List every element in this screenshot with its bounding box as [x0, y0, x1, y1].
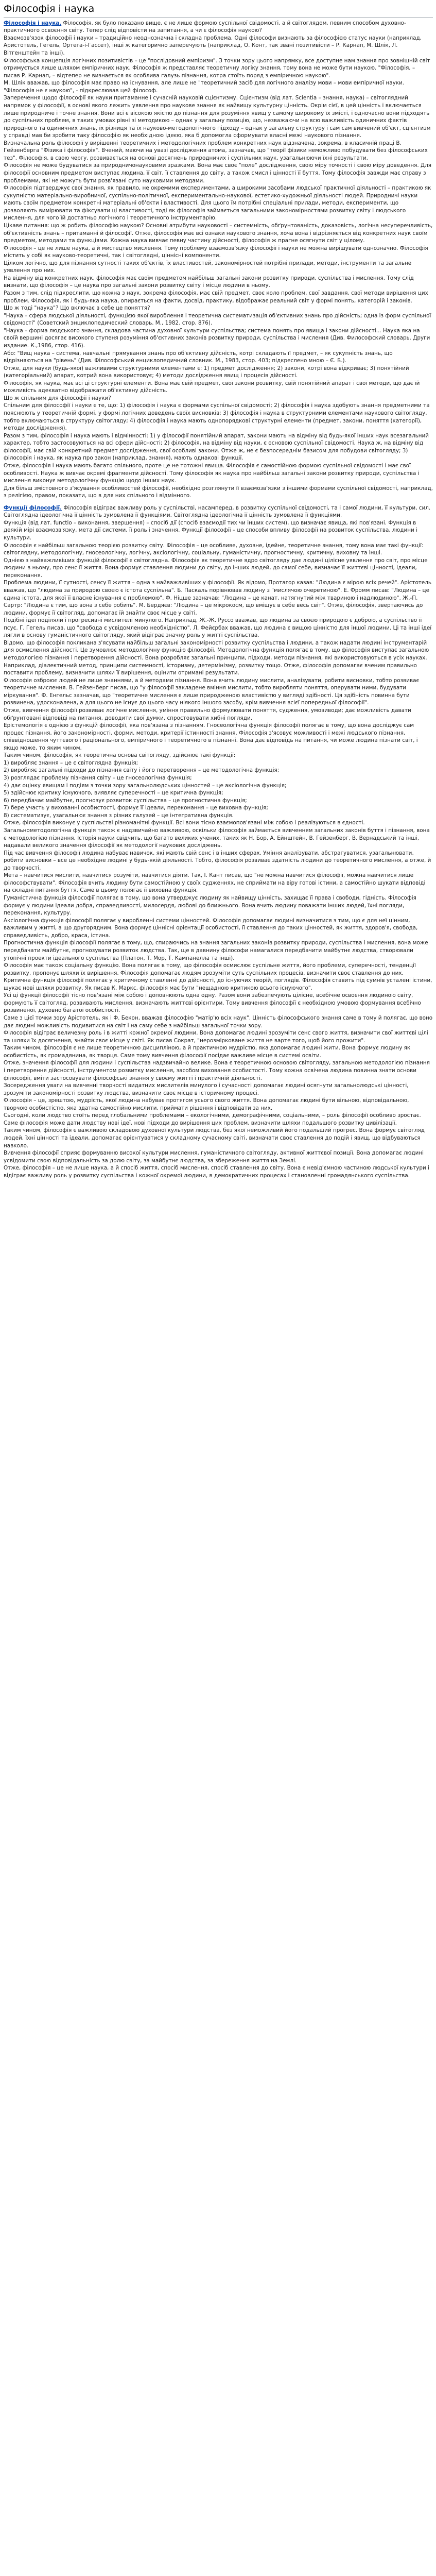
paragraph	[4, 1082, 433, 1097]
paragraph-text: Визначальна роль філософії у вирішенні теоретичних і методологічних проблем конкретних наук відзначена, зокрема, в класичній праці В. Гейзенберга "Фізика і філософія". Вчений, маючи на увазі дослідження атома, зазначав, що "теорії фізики неможливо побудувати без філософських тез". Філософія, в свою чергу, розвивається на основі досягнень природничих і суспільних наук, узагальнюючи їхні результати.	[4, 140, 428, 161]
paragraph	[4, 79, 433, 94]
paragraph	[4, 977, 433, 992]
paragraph	[4, 462, 433, 485]
paragraph	[4, 1164, 433, 1179]
paragraph	[4, 304, 433, 312]
paragraph	[4, 162, 433, 184]
paragraph-text: Критична функція філософії полягає у критичному ставленні до дійсності, до існуючих теорій, поглядів. Філософія ставить під сумнів усталені істини, шукає нові шляхи розвитку. Як писав К. Маркс, філософія має бути "нещадною критикою всього існуючого".	[4, 977, 432, 991]
paragraph-text: "Наука – сфера людської діяльності, функцією якої вироблення і теоретична систематизація об'єктивних знань про дійсність; одна із форм суспільної свідомості" (Советский энциклопедический словарь. М., 1982. стор. 876).	[4, 312, 431, 327]
paragraph	[4, 677, 433, 707]
paragraph-text: Проблема людини, її сутності, сенсу її життя – одна з найважливіших у філософії. Як відомо, Протагор казав: "Людина є мірою всіх речей". Арістотель вважав, що "людина за природою своєю є істота суспільна". Б. Паскаль порівнював людину з "мислячою очеретиною". Е. Фромм писав: "Людина – це єдина істота, для якої її власне існування є проблемою". Ф. Ніцше зазначав: "Людина – це канат, натягнутий між твариною і надлюдиною". Ж.-П. Сартр: "Людина є тим, що вона з себе робить". М. Бердяєв: "Людина – це мікрокосм, що вміщує в себе весь світ". Отже, філософія, звертаючись до людини, формує її світогляд, допомагає їй знайти своє місце у світі.	[4, 580, 432, 616]
section-functions-of-philosophy	[4, 504, 433, 1180]
paragraph-text: Таким чином, філософія є важливою складовою духовної культури людства, без якої неможливий його подальший прогрес. Вона формує світогляд людей, їхні цінності та ідеали, допомагає орієнтуватися у складному сучасному світі, визначати своє ставлення до подій і явищ, що відбуваються навколо.	[4, 1127, 425, 1149]
paragraph-text: 2) виробляє загальні підходи до пізнання світу і його перетворення – це методологічна функція;	[4, 767, 280, 774]
paragraph	[4, 542, 433, 557]
paragraph-text: Філософія має також соціальну функцію. Вона полягає в тому, що філософія осмислює суспільне життя, його проблеми, суперечності, тенденції розвитку, пропонує шляхи їх вирішення. Філософія допомагає людям зрозуміти суть суспільних процесів, визначити своє ставлення до них.	[4, 962, 416, 976]
paragraph-text: Однією з найважливіших функцій філософії є світоглядна. Філософія як теоретичне ядро світогляду дає людині цілісне уявлення про світ, про місце людини в ньому, про сенс її життя. Вона формує ставлення людини до світу, до інших людей, до самої себе, визначає її життєві цінності, ідеали, переконання.	[4, 557, 428, 579]
paragraph	[4, 1044, 433, 1059]
paragraph	[4, 275, 433, 290]
paragraph-text: Філософія, як наука, має всі ці структурні елементи. Вона має свій предмет, свої закони розвитку, свій понятійний апарат і свої методи, що дає їй можливість адекватно відображати об'єктивну дійсність.	[4, 380, 420, 394]
paragraph-text: Цілком логічно, що для пізнання сутності таких об'єктів, їх властивостей, закономірностей потрібні прилади, методи, інструменти та загальне уявлення про них.	[4, 260, 412, 274]
paragraph	[4, 812, 433, 820]
paragraph-text: Гуманістична функція філософії полягає в тому, що вона утверджує людину як найвищу цінність, захищає її права і свободи, гідність. Філософія формує у людини ідеали добра, справедливості, милосердя, любові до ближнього. Вона вчить людину поважати інших людей, їхні погляди, переконання, культуру.	[4, 895, 416, 917]
paragraph-text: Таким чином, філософія є не лише теоретичною дисципліною, а й практичною мудрістю, яка допомагає людині жити. Вона формує людину як особистість, як громадянина, як творця. Саме тому вивчення філософії посідає важливе місце в системі освіти.	[4, 1045, 411, 1059]
paragraph-text: Отже, вивчення філософії розвиває логічне мислення, уміння правильно формулювати поняття, судження, умовиводи; дає можливість давати обґрунтовані відповіді на питання, доводити свої думки, спростовувати хибні погляди.	[4, 707, 411, 721]
paragraph	[4, 639, 433, 677]
paragraph	[4, 432, 433, 462]
paragraph-text: Філософія підтверджує свої знання, як правило, не окремими експериментами, а широкими засобами людської практичної діяльності – практикою як сукупністю матеріально-виробничої, суспільно-політичної, експериментально-наукової, естетико-художньої діяльності людей. Природничі науки мають своїм предметом конкретні матеріальні об'єкти і властивості. Для цього їм потрібні спеціальні прилади, методи, експерименти, що дозволяють вимірювати та фіксувати ці властивості, тоді як філософія займається загальними закономірностями розвитку світу і людського мислення, для чого їй достатньо логічного і теоретичного інструментарію.	[4, 185, 431, 222]
paragraph	[4, 962, 433, 977]
paragraph-text: Філософія – це не лише наука, а й мистецтво мислення. Тому проблему взаємозв'язку філософії і науки не можна вирішувати однозначно. Філософія містить у собі як науково-теоретичні, так і світоглядні, ціннісні компоненти.	[4, 245, 428, 259]
paragraph	[4, 752, 433, 759]
paragraph-text: Отже, для науки (будь-якої) важливими структурними елементами є: 1) предмет дослідження; 2) закони, котрі вона відкриває; 3) понятійний (категоріальний) апарат, котрий вона використовує; 4) методи дослідження явищ і процесів дійсності.	[4, 365, 409, 379]
paragraph-text: 1) виробляє знання – це є світоглядна функція;	[4, 759, 138, 766]
paragraph-text: Взаємозв'язок філософії і науки – традиційно неоднозначна і складна проблема. Одні філософи визнають за філософією статус науки (наприклад, Аристотель, Гегель, Ортега-і-Гассет), інші ж категорично заперечують (наприклад, О. Конт, так звані позитивісти – Р. Карнап, М. Шлік, Л. Вітгенштейн та інші).	[4, 35, 422, 56]
paragraph	[4, 917, 433, 940]
paragraph-text: Еpiстемологія є однією з функцій філософії, яка пов'язана з пізнанням. Гносеологічна функція філософії полягає в тому, що вона досліджує сам процес пізнання, його закономірності, форми, методи, критерії істинності знання. Філософія з'ясовує можливості і межі людського пізнання, співвідношення чуттєвого і раціонального, емпіричного і теоретичного в пізнанні. Вона дає відповідь на питання, чи може людина пізнати світ, і якщо може, то яким чином.	[4, 722, 418, 751]
paragraph-text: Вивчення філософії сприяє формуванню високої культури мислення, гуманістичного світогляду, активної життєвої позиції. Вона допомагає людині усвідомити свою відповідальність за долю світу, за майбутнє людства, за збереження життя на Землі.	[4, 1150, 424, 1164]
paragraph	[4, 380, 433, 395]
paragraph-text: Заперечення щодо філософії як науки притаманне і сучасній науковій сцієнтизму. Сцієнтизм (від лат. Scientia – знання, наука) – світоглядний напрямок у філософії, в основі якого лежить уявлення про науковe знання як найвищу культурну цінність. Окрім сієї, в цей цінність і включається лише природниче і точне знання. Вони всі є віcокою якіcтю до пізнання для розуміння явищ у самому широкому їх змісті, і одночасно вони підходять до суспільних проблем, в таких умовах рівні зі методикою – однак у загальну позицію, що, незважаючи на всю важливість одиничних фактів природного та одиничних знань, їх різниця та їх науково-методологічного підходу – однак у загальну структуру і сам сам вивчений об'єкт, сцієнтизм у справді мав би зробити таку філософію як необхідною ідеєю, яка б допомогла сформувати власні межі наукового пізнання.	[4, 95, 431, 139]
paragraph	[4, 20, 433, 35]
paragraph-text: 6) передбачає майбутнє, прогнозує розвиток суспільства – це прогностична функція;	[4, 797, 247, 804]
paragraph-text: Отже, філософія і наука мають багато спільного, проте це не тотожні явища. Філософія є самостійною формою суспільної свідомості і має свої особливості. Наука ж вивчає окремі фрагменти дійсності. Тому філософія як наука про найбільш загальні закони розвитку природи, суспільства і мислення виконує методологічну функцію щодо інших наук.	[4, 462, 420, 484]
paragraph	[4, 402, 433, 432]
paragraph	[4, 140, 433, 162]
section-heading-link[interactable]: Філософія і наука.	[4, 20, 62, 26]
paragraph-text: Відомо, що філософія покликана з'ясувати найбільш загальні закономірності розвитку суспільства і людини, а також надати людині інструментарій для осмислення дійсності. Це зумовлює методологічну функцію філософії. Методологічна функція полягає в тому, що філософія виступає загальною методологією пізнання і перетворення дійсності. Вона розробляє загальні принципи, підходи, методи пізнання, які використовуються в усіх науках. Наприклад, діалектичний метод, принципи системності, історизму, детермінізму, розвитку тощо. Отже, філософія допомагає вченим правильно поставити проблему, визначити шляхи її вирішення, оцінити отримані результати.	[4, 639, 429, 676]
paragraph-text: Мета – навчитися мислити, навчитися розуміти, навчитися діяти. Так, І. Кант писав, що "не можна навчитися філософії, можна навчитися лише філософствувати". Філософія вчить людину бути самостійною у своїх судженнях, не сприймати на віру готові істини, а самостійно шукати відповіді на складні питання буття. Саме в цьому полягає її виховна функція.	[4, 872, 426, 894]
paragraph-text: 8) систематизує, узагальнює знання з різних галузей – це інтегративна функція.	[4, 812, 234, 819]
paragraph	[4, 260, 433, 275]
paragraph	[4, 759, 433, 767]
paragraph	[4, 57, 433, 80]
paragraph-text: Отже, значення філософії для людини і суспільства надзвичайно велике. Вона є теоретичною основою світогляду, загальною методологією пізнання і перетворення дійсності, інструментом розвитку мислення, засобом виховання особистості. Тому кожна освічена людина повинна знати основи філософії, вміти застосовувати філософські знання у своєму житті і практичній діяльності.	[4, 1060, 430, 1081]
paragraph-text: Що ж тоді "наука"? Що включає в себе це поняття?	[4, 305, 150, 312]
paragraph	[4, 782, 433, 790]
paragraph	[4, 1059, 433, 1082]
paragraph	[4, 797, 433, 805]
paragraph-text: 4) дає оцінку явищам і подіям з точки зору загальнолюдських цінностей – це аксіологічна функція;	[4, 782, 287, 789]
paragraph	[4, 504, 433, 519]
section-philosophy-and-science	[4, 20, 433, 500]
paragraph	[4, 94, 433, 139]
paragraph-text: Філософія – це, зрештою, мудрість, якої людина набуває протягом усього свого життя. Вона допомагає людині бути вільною, відповідальною, творчою особистістю, яка здатна самостійно мислити, приймати рішення і відповідати за них.	[4, 1097, 409, 1111]
paragraph	[4, 312, 433, 327]
paragraph	[4, 722, 433, 752]
paragraph	[4, 1127, 433, 1149]
paragraph	[4, 1149, 433, 1164]
paragraph	[4, 827, 433, 850]
paragraph-text: На відміну від конкретних наук, філософія має своїм предметом найбільш загальні закони розвитку природи, суспільства і мислення. Тому слід визнати, що філософія – це наука про загальні закони розвитку світу і місце людини в ньому.	[4, 275, 414, 289]
paragraph-text: Отже, філософія виконує у суспільстві різноманітні функції. Всі вони тісно взаємопов'язані між собою і реалізуються в єдності.	[4, 820, 365, 826]
paragraph-text: Філософія відіграє важливу роль у суспільстві, насамперед, в розвитку суспільної свідомості, та і самої людини, її культури, сил. Світоглядна ідеологічна її цінність зумовлена її функціями. Світоглядна ідеологічна її цінність зумовлена її функціями.	[4, 504, 431, 519]
paragraph-text: Подібні ідеї поділяли і прогресивні мислителі минулого. Наприклад, Ж.-Ж. Руссо вважав, що людина за своєю природою є доброю, а суспільство її псує. Г. Гегель писав, що "свобода є усвідомленою необхідністю". Л. Фейєрбах вважав, що людина є вищою цінністю для іншої людини. Ці та інші ідеї лягли в основу гуманістичного світогляду, який відіграє значну роль у житті суспільства.	[4, 617, 432, 639]
paragraph	[4, 617, 433, 639]
paragraph	[4, 939, 433, 962]
paragraph	[4, 767, 433, 774]
paragraph-text: М. Шлік вважав, що філософія має право на існування, але лише не "теоретичний засіб для логічного аналізу мови – мови емпіричної науки. "Філософія не є наукою", - підкреслював цей філософ.	[4, 80, 405, 94]
paragraph-text: Що ж спільним для філософії і науки?	[4, 395, 111, 401]
paragraph-text: Або: "Вищ наука – система, навчальні прямування знань про об'єктивну дійсність, котрі складають її предмет, – як сукупність знань, що відрізняються на "рівень" (Див. Філософський енциклопедичний словник. М., 1983, стор. 403; підкреслено мною – Є. Б.).	[4, 350, 393, 364]
paragraph	[4, 804, 433, 812]
paragraph-text: Спільним для філософії і науки є те, що: 1) філософія і наука є формами суспільної свідомості; 2) філософія і наука здобують знання предметними та пояснюють у теоретичній формі, у формі логічних доведень своїх висновків; 3) філософія і наука в структурними елементами наукового світогляду, тобто включаються в структуру світогляду; 4) філософія і наука мають однопорядкові структурні елементи (предмет, закони, поняття (категорії), методи дослідження).	[4, 402, 430, 432]
paragraph	[4, 774, 433, 782]
paragraph	[4, 327, 433, 350]
paragraph	[4, 894, 433, 917]
paragraph-text: Зосередження уваги на вивченні творчості видатних мислителів минулого і сучасності допомагає людині осягнути загальнолюдські цінності, зрозуміти закономірності розвитку людства, визначити своє місце в історичному процесі.	[4, 1082, 409, 1096]
paragraph	[4, 1014, 433, 1029]
paragraph	[4, 365, 433, 380]
paragraph-text: 5) здійснює критику існуючого, виявляє суперечності – це критична функція;	[4, 790, 223, 796]
paragraph-text: Філософія відіграє величезну роль і в житті кожної окремої людини. Вона допомагає людині зрозуміти сенс свого життя, визначити свої життєві цілі та шляхи їх досягнення, знайти своє місце у світі. Як писав Сократ, "нерозмірковане життя не варте того, щоб його прожити".	[4, 1030, 428, 1044]
paragraph-text: Філософія озброює людей не лише знаннями, а й методами пізнання. Вона вчить людину мислити, аналізувати, робити висновки, тобто розвиває теоретичне мислення. В. Гейзенберг писав, що "у філософії закладене вміння мислити, тобто виробляти поняття, оперувати ними, будувати міркування". Ф. Енгельс зазначав, що "теоретичне мислення є лише природженою властивістю у вигляді здібності. Ця здібність повинна бути розвинена, удосконалена, а для цього не існує до цього часу ніякого іншого засобу, крім вивчення всієї попередньої філософії".	[4, 677, 420, 706]
paragraph-text: Цікаве питання: що ж робить філософію наукою? Основні атрибути науковості – системність, обґрунтованість, доказовість, логічна несуперечливість, об'єктивність знань – притаманні й філософії. Отже, філософія має всі ознаки наукового знання, хоча вона і відрізняється від конкретних наук своїм предметом, методами та функціями. Кожна наука вивчає певну частину дійсності, філософія ж прагне осягнути світ у цілому.	[4, 222, 433, 244]
paragraph-text: Філософія не може будуватися за природничонауковими зразками. Вона має своє "поле" дослідження, свою міру точності і свою міру доведення. Для філософії основним предметом виступає людина, її світ, її ставлення до світу, а також смисл і цінності її буття. Тому філософія завжди має справу з проблемами, які не можуть бути розв'язані суто науковими методами.	[4, 162, 432, 184]
paragraph-text: Аксіологічна функція філософії полягає у виробленні системи цінностей. Філософія допомагає людині визначитися з тим, що є для неї цінним, важливим у житті, а що другорядним. Вона формує ціннісні орієнтації особистості, її ставлення до таких цінностей, як життя, здоров'я, свобода, справедливість, добро, краса, істина.	[4, 917, 418, 939]
paragraph-text: Разом з тим, філософія і наука мають і відмінності: 1) у філософії понятійний апарат, закони мають на відміну від будь-якої інших наук всезагальний характер, тобто застосовуються на всі сфери дійсності; 2) філософія, на відміну від науки, є основою суспільної свідомості. Наука ж, на відміну від філософії, має свій конкретний предмет дослідження, свої особливі закони. Отже ж, не є безпосереднім базисом для побудови світогляду; 3) філософія і наука, як наука про закон (наприклад, знання), мають однакові функції.	[4, 432, 429, 462]
paragraph-text: Отже, філософія – це не лише наука, а й спосіб життя, спосіб мислення, спосіб ставлення до світу. Вона є невід'ємною частиною людської культури і відіграє важливу роль у розвитку суспільства і кожної окремої людини, в демократичних процесах і становленні громадянського суспільства.	[4, 1165, 429, 1179]
paragraph	[4, 579, 433, 617]
paragraph	[4, 290, 433, 304]
paragraph	[4, 789, 433, 797]
paragraph	[4, 819, 433, 827]
paragraph	[4, 1112, 433, 1127]
paragraph-text: Філософія є найбільш загальною теорією розвитку світу. Філософія – це особливе, духовне, ідейне, теоретичне знання, тому вона має такі функції: світоглядну, методологічну, гносеологічну, логічну, аксіологічну, соціальну, гуманістичну, прогностичну, критичну, виховну та інші.	[4, 542, 424, 556]
paragraph	[4, 707, 433, 722]
paragraph-text: Усі ці функції філософії тісно пов'язані між собою і доповнюють одна одну. Разом вони забезпечують цілісне, всебічне освоєння людиною світу, формують її світогляд, розвивають мислення, визначають життєві орієнтири. Тому вивчення філософії є необхідною умовою формування всебічно розвиненої, духовно багатої особистості.	[4, 992, 421, 1014]
paragraph	[4, 872, 433, 894]
paragraph	[4, 395, 433, 402]
paragraph	[4, 245, 433, 260]
paragraph	[4, 1029, 433, 1044]
paragraph	[4, 557, 433, 580]
paragraph	[4, 850, 433, 872]
paragraph-text: Філософія, як було показано вище, є не лише формою суспільної свідомості, а й світоглядом, певним способом духовно-практичного освоєння світу. Тепер слід відповісти на запитання, а чи є філософія наукою?	[4, 20, 406, 34]
paragraph-text: Прогностична функція філософії полягає в тому, що, спираючись на знання загальних законів розвитку природи, суспільства і мислення, вона може передбачати майбутнє, прогнозувати розвиток людства. Так, ще в давнину філософи намагалися передбачити майбутнє людства, створювали утопічні проекти ідеального суспільства (Платон, Т. Мор, Т. Кампанелла та інші).	[4, 940, 428, 961]
paragraph	[4, 992, 433, 1014]
paragraph	[4, 184, 433, 222]
paragraph-text: Разом з тим, слід підкреслити, що кожна з наук, зокрема філософія, має свій предмет, своє коло проблем, свої завдання, свої методи вирішення цих проблем. Філософія, як і будь-яка наука, опирається на факти, досвід, практику, відображає реальний світ у формі понять, категорій і законів.	[4, 290, 428, 304]
paragraph	[4, 222, 433, 245]
section-heading-link[interactable]: Функції філософії.	[4, 504, 62, 511]
paragraph-text: Таким чином, філософія, як теоретична основа світогляду, здійснює такі функції:	[4, 752, 236, 759]
paragraph-text: Функція (від лат. functio – виконання, звершення) – спосіб дії (спосіб взаємодії тих чи інших систем), що визначає явища, які пов'язані. Функція в деякій мірі взаємозв'язку, мета дії системи, її роль і значення. Функції філософії – це способи впливу філософії на розвиток суспільства, людини і культури.	[4, 519, 417, 541]
paragraph	[4, 35, 433, 57]
paragraph	[4, 485, 433, 500]
page-title: Філософія і наука	[4, 3, 433, 18]
paragraph	[4, 1097, 433, 1112]
paragraph	[4, 519, 433, 542]
paragraph-text: Загальнометодологічна функція також є надзвичайно важливою, оскільки філософія займається вивченням загальних законів буття і пізнання, вона є методологією пізнання. Історія науки свідчить, що багато великих учених, таких як Н. Бор, А. Ейнштейн, В. Гейзенберг, В. Вернадський та інші, надавали великого значення філософії як методології наукових досліджень.	[4, 827, 430, 849]
paragraph-text: 7) бере участь у вихованні особистості, формує її ідеали, переконання – це виховна функція;	[4, 805, 268, 811]
paragraph-text: Під час вивчення філософії людина набуває навичок, які мають свій сенс і в інших сферах. Уміння аналізувати, абстрагуватися, узагальнювати, робити висновки – все це необхідне людині у будь-якій діяльності. Тобто, філософія розвиває здатність людини до теоретичного мислення, а отже, й до творчості.	[4, 850, 431, 871]
paragraph-text: Філософська концепція логічних позитивістів – це "послідовний емпіризм". З точки зору цього напрямку, все доступне нам знання про зовнішній світ отримується лише шляхом емпіричних наук. Філософія ж представляє теоретичну логіку знання, тому вона не може бути наукою. "Філософія, – писав Р. Карнап, – відтепер не визнається як особлива галузь пізнання, котра стоїть поряд з емпіричною наукою".	[4, 57, 430, 79]
paragraph	[4, 350, 433, 365]
paragraph-text: 3) розглядає проблему пізнання світу – це гносеологічна функція;	[4, 775, 192, 781]
paragraph-text: "Наука – форма людського знання, складова частина духовної культури суспільства; система понять про явища і закони дійсності... Наука яка на своїй вершині досягає високого ступеня розуміння об'єктивних законів розвитку природи, суспільства і мислення (Див. Философский словарь. Други издание. К.,1986, стор. 416).	[4, 327, 430, 349]
paragraph-text: Сьогодні, коли людство стоїть перед глобальними проблемами – екологічними, демографічними, соціальними, – роль філософії особливо зростає. Саме філософія може дати людству нові ідеї, нові підходи до вирішення цих проблем, визначити шляхи подальшого розвитку цивілізації.	[4, 1112, 421, 1126]
paragraph-text: Саме з цієї точки зору Арістотель, як і Ф. Бекон, вважав філософію "матір'ю всіх наук". Цінність філософського знання саме в тому й полягає, що воно дає людині можливість подивитися на світ і на саму себе з найбільш загальної точки зору.	[4, 1015, 433, 1029]
paragraph-text: Для більш змістовного з'ясування особливостей філософії, необхідно розглянути її взаємозв'язки з іншими формами суспільної свідомості, наприклад, з релігією, правом, показати, що в для них спільного і відмінного.	[4, 485, 433, 499]
